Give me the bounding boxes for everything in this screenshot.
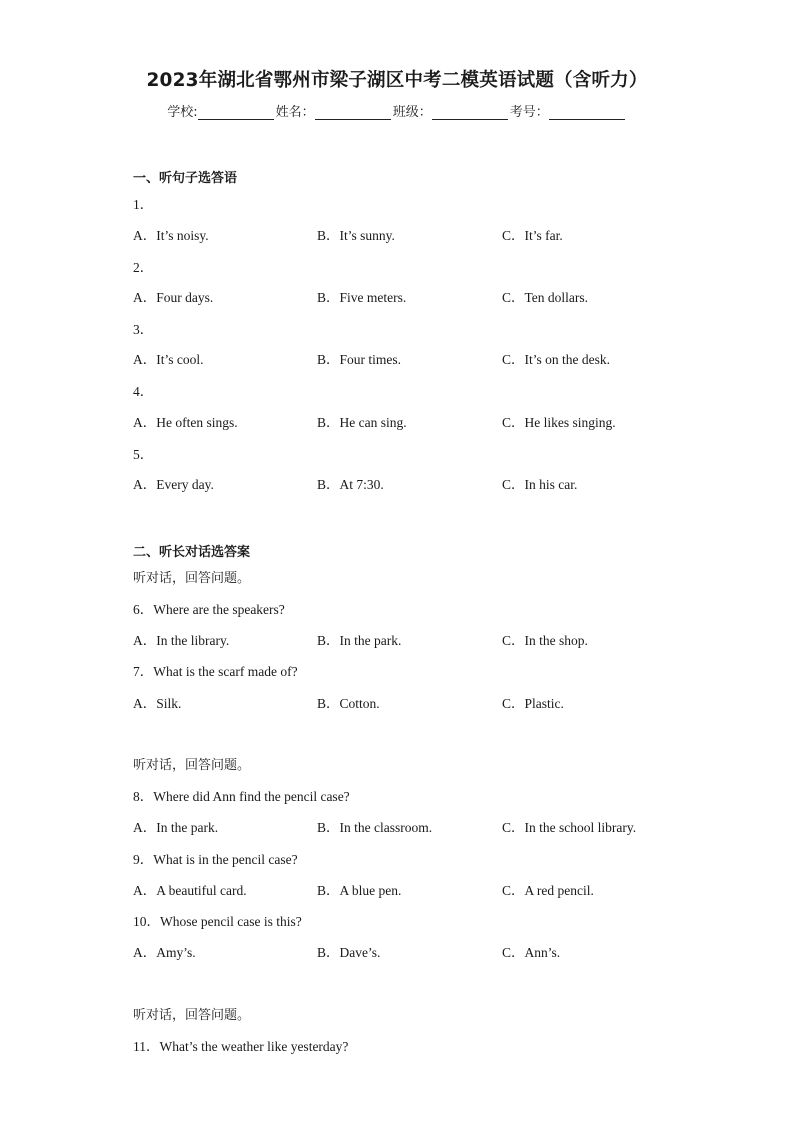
question-text: 9．What is in the pencil case? — [133, 852, 298, 867]
option-b: B．At 7:30. — [317, 477, 384, 492]
question-number: 5． — [133, 447, 154, 462]
option-b: B．In the classroom. — [317, 820, 433, 835]
option-a: A．Silk. — [133, 696, 182, 711]
instruction-text: 听对话，回答问题。 — [133, 571, 251, 586]
option-b: B．He can sing. — [317, 415, 407, 430]
option-a: A．In the park. — [133, 820, 219, 835]
option-c: C．Plastic. — [502, 696, 564, 711]
option-a: A．It’s noisy. — [133, 228, 209, 243]
option-a: A．Four days. — [133, 290, 214, 305]
option-c: C．In the shop. — [502, 633, 588, 648]
option-a: A．Amy’s. — [133, 945, 196, 960]
question-number: 1． — [133, 197, 154, 212]
number-label: 考号： — [509, 105, 549, 120]
question-text: 8．Where did Ann find the pencil case? — [133, 789, 350, 804]
option-c: C．In his car. — [502, 477, 578, 492]
option-b: B．A blue pen. — [317, 883, 402, 898]
section-heading-1: 一、听句子选答语 — [133, 171, 238, 186]
option-c: C．Ann’s. — [502, 945, 561, 960]
option-b: B．Dave’s. — [317, 945, 381, 960]
instruction-text: 听对话，回答问题。 — [133, 758, 251, 773]
option-a: A．A beautiful card. — [133, 883, 247, 898]
option-b: B．Four times. — [317, 352, 402, 367]
question-text: 10．Whose pencil case is this? — [133, 914, 302, 929]
option-c: C．He likes singing. — [502, 415, 616, 430]
option-c: C．Ten dollars. — [502, 290, 589, 305]
option-c: C．A red pencil. — [502, 883, 594, 898]
name-label: 姓名： — [275, 105, 315, 120]
question-number: 4． — [133, 384, 154, 399]
option-b: B．It’s sunny. — [317, 228, 395, 243]
number-blank[interactable] — [549, 105, 625, 120]
school-label: 学校: — [167, 105, 198, 120]
student-info-line — [0, 101, 794, 120]
option-c: C．It’s far. — [502, 228, 563, 243]
class-blank[interactable] — [432, 105, 508, 120]
name-blank[interactable] — [315, 105, 391, 120]
question-number: 2． — [133, 260, 154, 275]
question-text: 6．Where are the speakers? — [133, 602, 285, 617]
option-a: A．He often sings. — [133, 415, 238, 430]
question-number: 3． — [133, 322, 154, 337]
school-blank[interactable] — [198, 105, 274, 120]
option-c: C．It’s on the desk. — [502, 352, 610, 367]
class-label: 班级： — [392, 105, 432, 120]
option-a: A．Every day. — [133, 477, 214, 492]
option-b: B．Cotton. — [317, 696, 380, 711]
option-a: A．In the library. — [133, 633, 230, 648]
option-a: A．It’s cool. — [133, 352, 204, 367]
instruction-text: 听对话，回答问题。 — [133, 1008, 251, 1023]
option-c: C．In the school library. — [502, 820, 637, 835]
question-text: 11．What’s the weather like yesterday? — [133, 1039, 349, 1054]
section-heading-2: 二、听长对话选答案 — [133, 545, 251, 560]
question-text: 7．What is the scarf made of? — [133, 664, 298, 679]
page-title: 2023年湖北省鄂州市梁子湖区中考二模英语试题（含听力） — [146, 70, 648, 91]
option-b: B．Five meters. — [317, 290, 407, 305]
option-b: B．In the park. — [317, 633, 402, 648]
